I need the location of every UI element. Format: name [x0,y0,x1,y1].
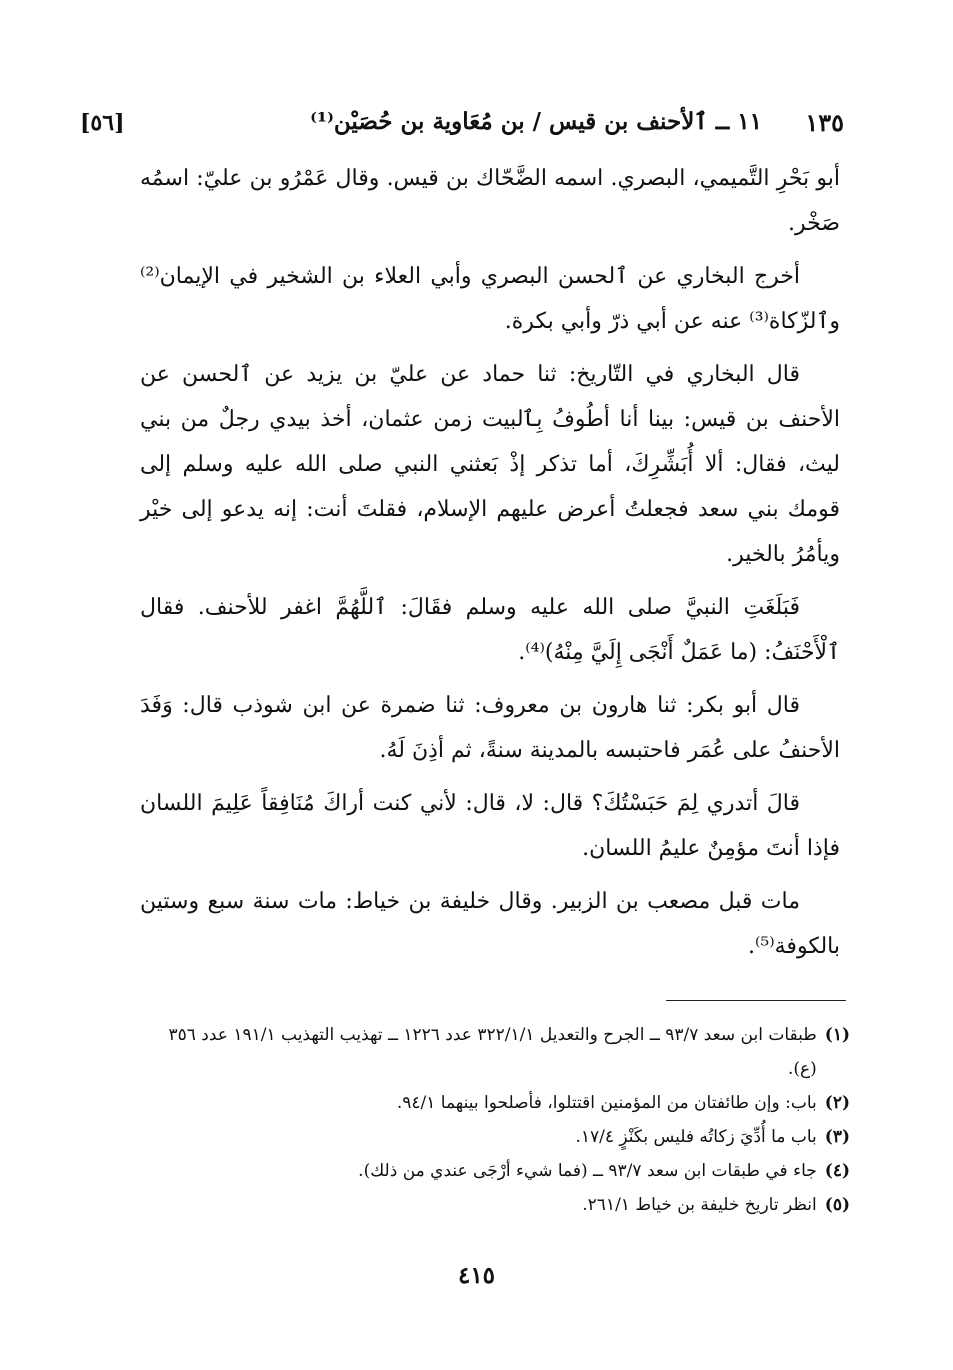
page-header [80,108,852,148]
footnote [140,1018,850,1086]
entry-title: ١١ ــ ٱلأحنف بن قيس / بن مُعَاوية بن حُصَيْن⁽¹⁾ [310,108,762,135]
footnote-text: باب ما أُدِّيَ زكاتُه فليس بكَنْزٍ ١٧/٤. [575,1127,817,1147]
paragraph: أخرج البخاري عن ٱلحسن البصري وأبي العلاء بن الشخير في الإيمان⁽²⁾ وٱلزّكاة⁽³⁾ عنه عن أبي ذرّ وأبي بكرة. [140,264,840,334]
footnote-text: انظر تاريخ خليفة بن خياط ٢٦١/١. [582,1195,817,1215]
footnote-text: جاء في طبقات ابن سعد ٩٣/٧ ــ (فما شيء أرْجَى عندي من ذلك). [358,1161,817,1181]
footnote [140,1188,850,1222]
header-page-number: ١٣٥ [805,108,844,137]
footnote-number: (٣) [824,1127,850,1147]
paragraph: فَبَلَغَتِ النبيَّ صلى الله عليه وسلم فقَالَ: ٱللَّهُمَّ اغفر للأحنف. فقال ٱلْأَحْنَفُ: (ما عَمَلٌ أَنْجَى إِلَيَّ مِنْهُ)⁽⁴⁾. [140,595,840,665]
paragraph: قال أبو بكر: ثنا هارون بن معروف: ثنا ضمرة عن ابن شوذب قال: وَفَدَ الأحنفُ على عُمَر فاحتبسه بالمدينة سنةً، ثم أذِنَ لَهُ. [140,693,840,763]
paragraph: قال البخاري في التّاريخ: ثنا حماد عن عليّ بن يزيد عن ٱلحسن عن الأحنف بن قيس: بينا أنا أطُوفُ بِٱلبيت زمن عثمان، أخذ بيدي رجلٌ من بني ليث، فقال: ألا أُبَشِّرِكَ، أما تذكر إذْ بَعثني النبي صلى الله عليه وسلم إلى قومك بني سعد فجعلتُ أعرض عليهم الإسلام، فقلتَ أنت: إنه يدعو إلى خيْر ويأمُرُ بالخير. [140,362,840,567]
paragraph: أبو بَحْرِ التَّميمي، البصري. اسمه الضَّحّاك بن قيس. وقال عَمْرُو بن عليّ: اسمُه صَخْر. [140,166,840,236]
footnote [140,1154,850,1188]
footnote-number: (٥) [824,1195,850,1215]
main-text [140,156,840,977]
footnote-text: باب: وإن طائفتان من المؤمنين اقتتلوا، فأصلحوا بينهما ٩٤/١. [396,1093,817,1113]
footnote-divider [666,1000,846,1001]
paragraph: قالَ أتدري لِمَ حَبَسْتُكَ؟ قال: لا، قال: لأني كنت أراكَ مُنَافِقاً عَلِيمَ اللسان فإذا أنتَ مؤمِنٌ عليمُ اللسان. [140,791,840,861]
footnotes [140,1018,850,1222]
footnote [140,1086,850,1120]
footnote-number: (٢) [824,1093,850,1113]
paragraph: مات قبل مصعب بن الزبير. وقال خليفة بن خياط: مات سنة سبع وستين بالكوفة⁽⁵⁾. [140,889,840,959]
footnote-text: طبقات ابن سعد ٩٣/٧ ــ الجرح والتعديل ٣٢٢/١/١ عدد ١٢٢٦ ــ تهذيب التهذيب ١٩١/١ عدد ٣٥٦ (ع). [168,1025,817,1079]
footnote-number: (٤) [824,1161,850,1181]
footnote [140,1120,850,1154]
footer-page-number: ٤١٥ [457,1262,496,1289]
reference-number: [٥٦] [80,110,125,136]
footnote-number: (١) [824,1025,850,1045]
